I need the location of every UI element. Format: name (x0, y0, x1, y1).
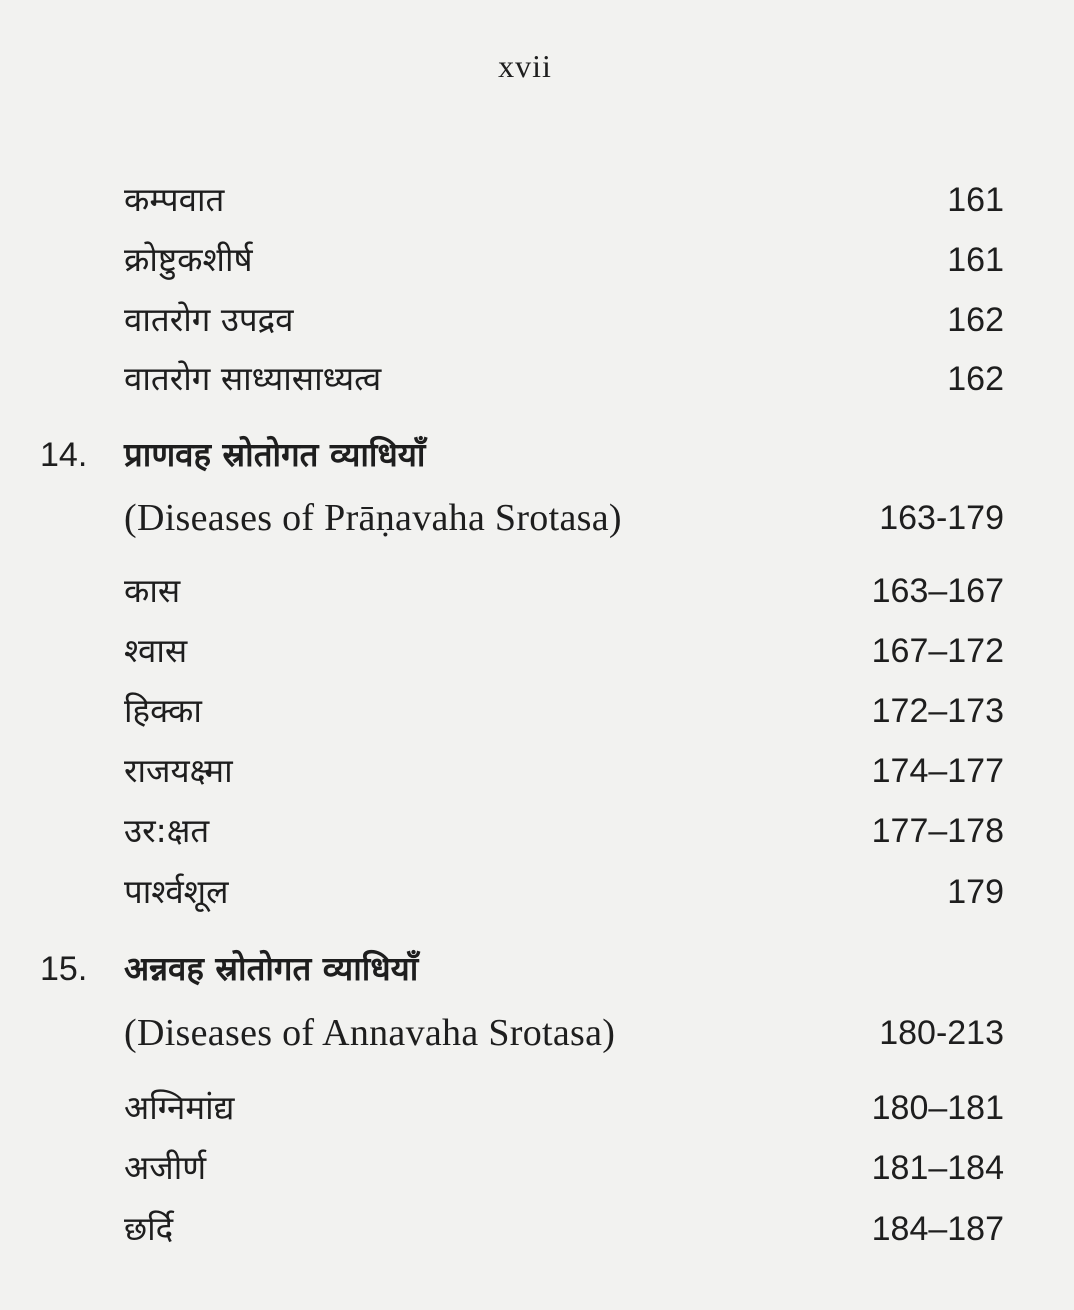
toc-entry (0, 623, 1074, 679)
entry-pages: 177–178 (871, 812, 1004, 850)
entry-pages: 162 (947, 301, 1004, 339)
entry-label: क्रोष्टुकशीर्ष (124, 240, 253, 279)
chapter-pages: 163-179 (879, 499, 1004, 537)
entry-pages: 163–167 (871, 572, 1004, 610)
toc-entry (0, 1201, 1074, 1257)
toc-entry (0, 803, 1074, 859)
entry-label: कम्पवात (124, 180, 225, 219)
toc-entry (0, 232, 1074, 288)
entry-label: छर्दि (124, 1209, 174, 1248)
chapter-title: अन्नवह स्रोतोगत व्याधियाँ (124, 949, 419, 988)
entry-pages: 179 (947, 873, 1004, 911)
toc-entry (0, 351, 1074, 407)
chapter-15-subtitle-row (0, 1005, 1074, 1061)
entry-pages: 174–177 (871, 752, 1004, 790)
chapter-title: प्राणवह स्रोतोगत व्याधियाँ (124, 435, 426, 474)
entry-label: अग्निमांद्य (124, 1088, 235, 1127)
page-number: xvii (498, 48, 552, 84)
chapter-14-heading (0, 427, 1074, 483)
toc-entry (0, 683, 1074, 739)
chapter-subtitle: (Diseases of Annavaha Srotasa) (124, 1012, 616, 1054)
entry-label: वातरोग साध्यासाध्यत्व (124, 359, 382, 398)
entry-pages: 172–173 (871, 692, 1004, 730)
chapter-pages: 180-213 (879, 1014, 1004, 1052)
chapter-14-subtitle-row (0, 490, 1074, 546)
toc-entry (0, 864, 1074, 920)
entry-pages: 161 (947, 181, 1004, 219)
chapter-15-heading (0, 941, 1074, 997)
chapter-number: 15. (40, 950, 88, 988)
toc-entry (0, 743, 1074, 799)
entry-pages: 167–172 (871, 632, 1004, 670)
toc-entry (0, 1140, 1074, 1196)
chapter-number: 14. (40, 436, 88, 474)
entry-pages: 162 (947, 360, 1004, 398)
entry-label: वातरोग उपद्रव (124, 300, 294, 339)
entry-label: हिक्का (124, 691, 202, 730)
entry-pages: 181–184 (871, 1149, 1004, 1187)
chapter-subtitle: (Diseases of Prāṇavaha Srotasa) (124, 497, 622, 539)
entry-label: कास (124, 571, 181, 610)
entry-label: राजयक्ष्मा (124, 751, 233, 790)
entry-label: उर:क्षत (124, 811, 210, 850)
entry-label: श्वास (124, 631, 188, 670)
entry-label: अजीर्ण (124, 1148, 207, 1187)
entry-pages: 161 (947, 241, 1004, 279)
toc-entry (0, 563, 1074, 619)
entry-label: पार्श्वशूल (124, 872, 229, 911)
toc-entry (0, 172, 1074, 228)
toc-entry (0, 1080, 1074, 1136)
toc-entry (0, 292, 1074, 348)
entry-pages: 184–187 (871, 1210, 1004, 1248)
entry-pages: 180–181 (871, 1089, 1004, 1127)
